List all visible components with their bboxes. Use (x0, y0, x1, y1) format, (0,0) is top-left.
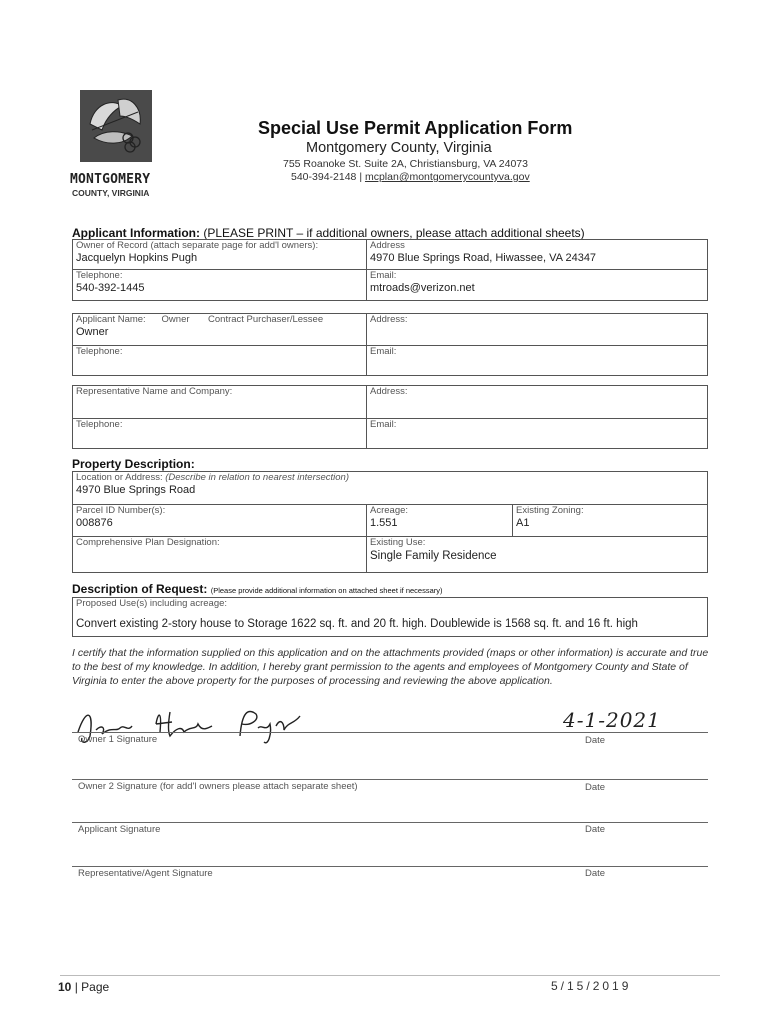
request-heading (72, 582, 443, 596)
proposed-use-value: Convert existing 2-story house to Storage 1622 sq. ft. and 20 ft. high. Doublewide is 1568 sq. ft. and 16 ft. high (76, 618, 638, 630)
representative-email-field[interactable] (367, 419, 708, 449)
county-logo (80, 90, 152, 162)
property-location-field[interactable] (73, 472, 708, 505)
page-number-value: 10 (58, 980, 72, 994)
owner-table (72, 239, 708, 301)
logo-name: MONTGOMERY (70, 172, 151, 187)
comprehensive-plan-field[interactable] (73, 537, 367, 573)
logo-subtitle: COUNTY, VIRGINIA (72, 188, 150, 198)
representative-name-field[interactable] (73, 386, 367, 419)
applicant-telephone-label: Telephone: (76, 346, 123, 357)
revision-date: 5/15/2019 (551, 979, 632, 993)
request-note: (Please provide additional information on attached sheet if necessary) (210, 586, 443, 595)
owner-email-label: Email: (370, 270, 397, 281)
owner2-signature-label: Owner 2 Signature (for add'l owners please attach separate sheet) (78, 781, 358, 792)
page-number (58, 980, 109, 994)
owner-label: Owner of Record (attach separate page for add'l owners): (76, 240, 319, 251)
form-title: Special Use Permit Application Form (258, 118, 573, 138)
acreage-label: Acreage: (370, 505, 409, 516)
representative-address-label: Address: (370, 386, 408, 397)
owner-telephone-value: 540-392-1445 (76, 282, 145, 294)
representative-table (72, 385, 708, 449)
acreage-field[interactable] (367, 505, 513, 537)
owner1-signature-label: Owner 1 Signature (78, 734, 158, 745)
acreage-value: 1.551 (370, 517, 398, 529)
owner1-date-label: Date (585, 735, 606, 746)
existing-zoning-field[interactable] (513, 505, 708, 537)
representative-signature-label: Representative/Agent Signature (78, 868, 213, 879)
footer-rule (60, 975, 720, 976)
owner-telephone-field[interactable] (73, 270, 367, 301)
parcel-id-field[interactable] (73, 505, 367, 537)
representative-telephone-field[interactable] (73, 419, 367, 449)
applicant-name-label: Applicant Name: (76, 314, 146, 325)
owner-of-record-field[interactable] (73, 240, 367, 270)
page-label: | Page (74, 980, 110, 994)
request-title: Description of Request: (72, 582, 208, 596)
representative-address-field[interactable] (367, 386, 708, 419)
property-heading: Property Description: (72, 457, 195, 471)
parcel-id-value: 008876 (76, 517, 113, 529)
parcel-id-label: Parcel ID Number(s): (76, 505, 166, 516)
existing-use-label: Existing Use: (370, 537, 426, 548)
owner2-signature-line[interactable] (72, 779, 708, 780)
existing-use-value: Single Family Residence (370, 550, 497, 562)
applicant-info-heading (72, 226, 585, 240)
request-table (72, 597, 708, 637)
owner-address-label: Address (370, 240, 405, 251)
applicant-email-field[interactable] (367, 346, 708, 376)
owner-telephone-label: Telephone: (76, 270, 123, 281)
office-address: 755 Roanoke St. Suite 2A, Christiansburg, VA 24073 (283, 158, 528, 170)
applicant-name-label-row (76, 314, 363, 326)
applicant-info-title: Applicant Information: (72, 226, 200, 240)
office-email-link[interactable]: mcplan@montgomerycountyva.gov (364, 171, 530, 183)
representative-signature-line[interactable] (72, 866, 708, 867)
owner-email-field[interactable] (367, 270, 708, 301)
property-location-hint: (Describe in relation to nearest intersection) (165, 472, 350, 483)
applicant-signature-label: Applicant Signature (78, 824, 161, 835)
existing-zoning-label: Existing Zoning: (516, 505, 584, 516)
applicant-name-value: Owner (76, 326, 109, 338)
certification-statement: I certify that the information supplied on this application and on the attachments provided (maps or other information) is accurate and true to the best of my knowledge. In addition, I hereby grant permission to the agents and employees of Montgomery County and State of Virginia to enter the above property for the purposes of processing and reviewing the above application. (72, 647, 709, 687)
proposed-use-label: Proposed Use(s) including acreage: (76, 598, 228, 609)
owner-address-field[interactable] (367, 240, 708, 270)
applicant-telephone-field[interactable] (73, 346, 367, 376)
applicant-option-contract-purchaser[interactable]: Contract Purchaser/Lessee (208, 314, 324, 325)
county-name: Montgomery County, Virginia (306, 140, 492, 156)
existing-use-field[interactable] (367, 537, 708, 573)
owner1-handwritten-date: 4-1-2021 (563, 708, 661, 732)
comprehensive-plan-label: Comprehensive Plan Designation: (76, 537, 220, 548)
owner-address-value: 4970 Blue Springs Road, Hiwassee, VA 24347 (370, 252, 597, 264)
contact-separator: | (359, 171, 363, 183)
representative-name-label: Representative Name and Company: (76, 386, 233, 397)
existing-zoning-value: A1 (516, 517, 530, 529)
proposed-use-field[interactable] (73, 598, 708, 637)
applicant-date-label: Date (585, 824, 606, 835)
owner-value: Jacquelyn Hopkins Pugh (76, 252, 198, 264)
property-table (72, 471, 708, 573)
applicant-address-field[interactable] (367, 314, 708, 346)
representative-email-label: Email: (370, 419, 397, 430)
applicant-table (72, 313, 708, 376)
leaf-seal-icon (80, 90, 152, 162)
applicant-option-owner[interactable]: Owner (161, 314, 190, 325)
property-location-label: Location or Address: (76, 472, 163, 483)
owner-email-value: mtroads@verizon.net (370, 282, 475, 294)
applicant-name-field[interactable] (73, 314, 367, 346)
applicant-signature-line[interactable] (72, 822, 708, 823)
office-phone: 540-394-2148 (291, 171, 357, 183)
office-contact (291, 171, 530, 183)
applicant-info-note: (PLEASE PRINT – if additional owners, please attach additional sheets) (203, 226, 585, 240)
property-location-label-row (76, 472, 704, 484)
property-location-value: 4970 Blue Springs Road (76, 484, 196, 496)
applicant-email-label: Email: (370, 346, 397, 357)
representative-date-label: Date (585, 868, 606, 879)
owner1-signature-line[interactable] (72, 732, 708, 733)
representative-telephone-label: Telephone: (76, 419, 123, 430)
owner2-date-label: Date (585, 782, 606, 793)
applicant-address-label: Address: (370, 314, 408, 325)
